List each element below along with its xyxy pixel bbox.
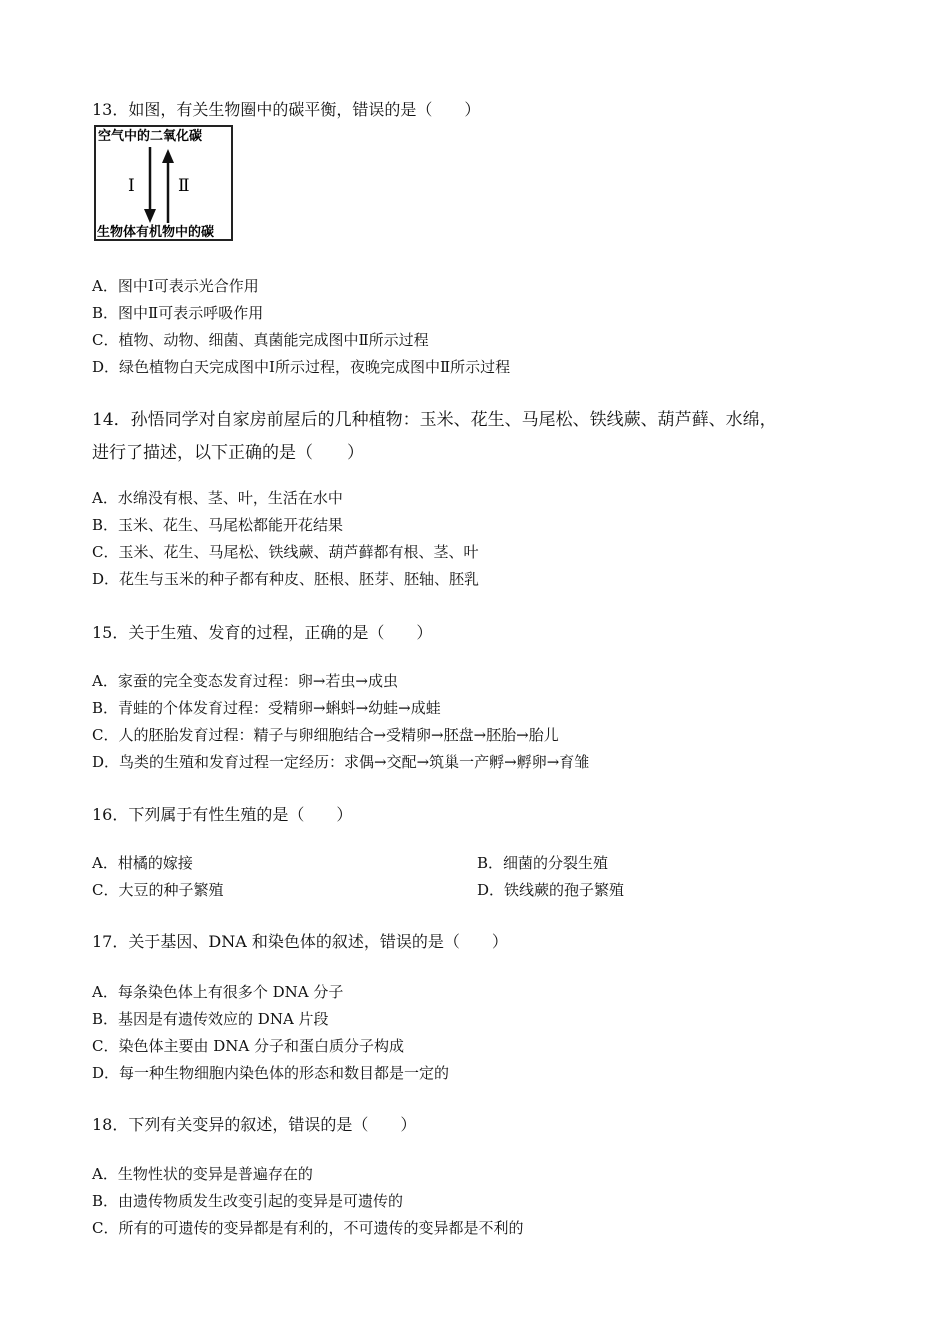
question-17-option-c: C．染色体主要由 DNA 分子和蛋白质分子构成 xyxy=(92,1037,404,1055)
question-13-option-d: D．绿色植物白天完成图中Ⅰ所示过程，夜晚完成图中Ⅱ所示过程 xyxy=(92,358,511,376)
question-14-option-d: D．花生与玉米的种子都有种皮、胚根、胚芽、胚轴、胚乳 xyxy=(92,570,480,588)
question-15-option-b: B．青蛙的个体发育过程：受精卵→蝌蚪→幼蛙→成蛙 xyxy=(92,699,441,717)
question-13-stem: 13．如图，有关生物圈中的碳平衡，错误的是（ ） xyxy=(92,100,481,119)
question-13-option-c: C．植物、动物、细菌、真菌能完成图中Ⅱ所示过程 xyxy=(92,331,429,349)
question-16-option-d: D．铁线蕨的孢子繁殖 xyxy=(477,881,625,899)
question-15-option-a: A．家蚕的完全变态发育过程：卵→若虫→成虫 xyxy=(92,672,398,690)
question-14-option-c: C．玉米、花生、马尾松、铁线蕨、葫芦藓都有根、茎、叶 xyxy=(92,543,479,561)
question-15-option-d: D．鸟类的生殖和发育过程一定经历：求偶→交配→筑巢一产孵→孵卵→育雏 xyxy=(92,753,590,771)
question-15-option-c: C．人的胚胎发育过程：精子与卵细胞结合→受精卵→胚盘→胚胎→胎儿 xyxy=(92,726,559,744)
question-14-stem-line2: 进行了描述，以下正确的是（ ） xyxy=(92,443,364,463)
question-16-option-a: A．柑橘的嫁接 xyxy=(92,854,193,872)
diagram-bottom-label: 生物体有机物中的碳 xyxy=(97,225,215,240)
diagram-mark-2: Ⅱ xyxy=(178,176,190,196)
question-18-option-c: C．所有的可遗传的变异都是有利的，不可遗传的变异都是不利的 xyxy=(92,1219,524,1237)
diagram-top-label: 空气中的二氧化碳 xyxy=(98,129,203,144)
question-17-option-d: D．每一种生物细胞内染色体的形态和数目都是一定的 xyxy=(92,1064,450,1082)
question-14-option-b: B．玉米、花生、马尾松都能开花结果 xyxy=(92,516,344,534)
question-16-option-c: C．大豆的种子繁殖 xyxy=(92,881,224,899)
question-17-stem: 17．关于基因、DNA 和染色体的叙述，错误的是（ ） xyxy=(92,932,508,951)
question-16-option-b: B．细菌的分裂生殖 xyxy=(477,854,609,872)
question-14-stem-line1: 14．孙悟同学对自家房前屋后的几种植物：玉米、花生、马尾松、铁线蕨、葫芦藓、水绵， xyxy=(92,410,777,430)
question-18-stem: 18．下列有关变异的叙述，错误的是（ ） xyxy=(92,1115,417,1134)
question-16-stem: 16．下列属于有性生殖的是（ ） xyxy=(92,805,353,824)
question-14-option-a: A．水绵没有根、茎、叶，生活在水中 xyxy=(92,489,343,507)
question-17-option-b: B．基因是有遗传效应的 DNA 片段 xyxy=(92,1010,329,1028)
question-13-option-b: B．图中Ⅱ可表示呼吸作用 xyxy=(92,304,264,322)
diagram-mark-1: Ⅰ xyxy=(128,176,135,196)
carbon-cycle-diagram xyxy=(94,125,234,242)
question-18-option-a: A．生物性状的变异是普遍存在的 xyxy=(92,1165,313,1183)
question-15-stem: 15．关于生殖、发育的过程，正确的是（ ） xyxy=(92,623,433,642)
question-13-option-a: A．图中Ⅰ可表示光合作用 xyxy=(92,277,259,295)
question-18-option-b: B．由遗传物质发生改变引起的变异是可遗传的 xyxy=(92,1192,404,1210)
question-17-option-a: A．每条染色体上有很多个 DNA 分子 xyxy=(92,983,344,1001)
